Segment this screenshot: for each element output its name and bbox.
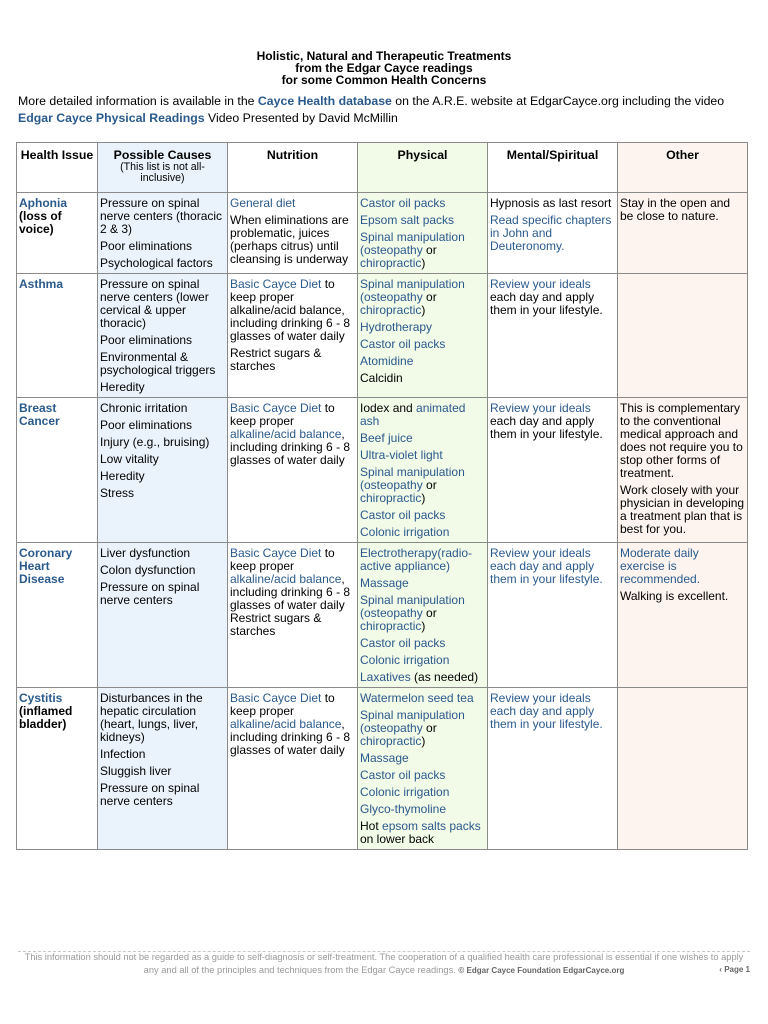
treatment-link[interactable]: osteopathy — [364, 721, 423, 735]
header-health-issue: Health Issue — [17, 143, 98, 193]
treatment-link[interactable]: Colonic irrigation — [360, 785, 450, 799]
health-issue-subtitle: (loss of voice) — [19, 209, 62, 236]
list-item — [360, 654, 485, 667]
intro-text: Video Presented by David McMillin — [204, 111, 398, 125]
list-item — [360, 338, 485, 351]
treatment-text: Calcidin — [360, 371, 403, 385]
treatment-link[interactable]: Review your ideals each day and apply them in your lifestyle. — [490, 691, 603, 731]
list-item — [100, 782, 225, 808]
cell-possible-causes — [98, 193, 228, 274]
list-item — [360, 671, 485, 684]
health-issue-subtitle: (inflamed bladder) — [19, 704, 73, 731]
cell-other — [618, 274, 748, 398]
title-line-2: from the Edgar Cayce readings — [295, 61, 473, 75]
treatment-link[interactable]: alkaline/acid balance — [230, 717, 342, 731]
page-number-text: Page 1 — [724, 965, 750, 974]
cell-nutrition — [228, 398, 358, 543]
treatment-text: Hypnosis as last resort — [490, 196, 612, 210]
treatment-text: or — [422, 243, 437, 257]
treatment-link[interactable]: Castor oil packs — [360, 636, 446, 650]
treatment-text: Injury (e.g., bruising) — [100, 435, 210, 449]
list-item — [100, 419, 225, 432]
cell-health-issue — [17, 274, 98, 398]
treatment-link[interactable]: Colonic irrigation — [360, 653, 450, 667]
list-item — [360, 509, 485, 522]
treatments-table — [16, 142, 748, 850]
treatment-text: on lower back — [360, 832, 435, 846]
treatment-text: Poor eliminations — [100, 239, 193, 253]
treatment-text: (as needed) — [410, 670, 479, 684]
list-item — [100, 278, 225, 330]
cell-physical — [358, 398, 488, 543]
treatment-link[interactable]: Spinal manipulation ( — [360, 465, 465, 492]
list-item — [620, 484, 745, 536]
list-item — [360, 355, 485, 368]
treatment-text: Environmental & psychological triggers — [100, 350, 216, 377]
cell-mental-spiritual — [488, 688, 618, 850]
cell-health-issue — [17, 543, 98, 688]
list-item — [100, 334, 225, 347]
treatment-link[interactable]: chiropractic — [360, 303, 422, 317]
treatment-link[interactable]: Review your ideals — [490, 277, 591, 291]
treatment-link[interactable]: Review your ideals each day and apply them in your lifestyle. — [490, 546, 603, 586]
list-item — [100, 581, 225, 607]
treatment-link[interactable]: chiropractic — [360, 619, 422, 633]
treatment-text: ) — [421, 303, 426, 317]
treatment-text: Psychological factors — [100, 256, 213, 270]
page-number — [719, 965, 750, 974]
treatment-text: to keep proper — [230, 546, 335, 573]
table-row — [17, 543, 748, 688]
cell-health-issue — [17, 688, 98, 850]
physical-readings-video-link[interactable]: Edgar Cayce Physical Readings — [18, 111, 205, 125]
treatment-link[interactable]: Electrotherapy(radio-active appliance) — [360, 546, 473, 573]
treatment-link[interactable]: alkaline/acid balance — [230, 572, 342, 586]
health-issue-link[interactable]: Asthma — [19, 277, 64, 291]
cell-possible-causes — [98, 274, 228, 398]
health-issue-link[interactable]: Coronary Heart Disease — [19, 546, 73, 586]
list-item — [360, 637, 485, 650]
treatment-text: Poor eliminations — [100, 333, 193, 347]
list-item — [360, 197, 485, 210]
header-possible-causes — [98, 143, 228, 193]
cell-physical — [358, 274, 488, 398]
title-line-1: Holistic, Natural and Therapeutic Treatments — [256, 49, 512, 63]
treatment-link[interactable]: General diet — [230, 196, 296, 210]
health-issue-link[interactable]: Aphonia — [19, 196, 67, 210]
treatment-text: Pressure on spinal nerve centers — [100, 781, 200, 808]
list-item — [100, 436, 225, 449]
treatment-text: Colon dysfunction — [100, 563, 196, 577]
treatment-text: Stay in the open and be close to nature. — [620, 196, 731, 223]
treatment-text: This is complementary to the conventional medical approach and does not require you to stop other forms of treatment. — [620, 401, 743, 480]
list-item — [360, 786, 485, 799]
table-row — [17, 193, 748, 274]
intro-paragraph — [18, 93, 758, 127]
cell-other — [618, 193, 748, 274]
cell-mental-spiritual — [488, 274, 618, 398]
treatment-link[interactable]: epsom salts packs — [382, 819, 481, 833]
cell-other — [618, 398, 748, 543]
treatment-link[interactable]: Moderate daily exercise is recommended. — [620, 546, 701, 586]
treatment-text: to keep proper — [230, 401, 335, 428]
list-item — [100, 381, 225, 394]
treatment-link[interactable]: Massage — [360, 751, 409, 765]
list-item — [100, 765, 225, 778]
cell-possible-causes — [98, 688, 228, 850]
list-item — [620, 590, 745, 603]
treatment-text: Low vitality — [100, 452, 159, 466]
treatment-text: or — [422, 606, 437, 620]
list-item — [360, 449, 485, 462]
list-item — [490, 547, 615, 586]
treatment-link[interactable]: Beef juice — [360, 431, 413, 445]
list-item — [360, 752, 485, 765]
treatment-text: ) — [421, 734, 426, 748]
treatment-link[interactable]: osteopathy — [364, 243, 423, 257]
cell-physical — [358, 543, 488, 688]
list-item — [360, 321, 485, 334]
header-mental-spiritual: Mental/Spiritual — [488, 143, 618, 193]
header-causes-note: (This list is not all-inclusive) — [120, 161, 205, 184]
list-item — [100, 402, 225, 415]
cell-nutrition — [228, 543, 358, 688]
list-item — [490, 214, 615, 253]
list-item — [620, 547, 745, 586]
treatment-link[interactable]: osteopathy — [364, 606, 423, 620]
intro-text: on the A.R.E. website at EdgarCayce.org including the video — [391, 94, 725, 108]
list-item — [360, 231, 485, 270]
cayce-health-database-link[interactable]: Cayce Health database — [257, 94, 392, 108]
treatment-link[interactable]: Basic Cayce Diet — [230, 691, 322, 705]
treatment-link[interactable]: Castor oil packs — [360, 337, 446, 351]
treatment-text: ) — [421, 256, 426, 270]
cell-other — [618, 543, 748, 688]
treatment-text: , including drinking 6 - 8 glasses of water daily Restrict sugars & starches — [230, 572, 351, 638]
treatment-link[interactable]: Colonic irrigation — [360, 525, 450, 539]
treatment-link[interactable]: chiropractic — [360, 734, 422, 748]
treatment-text: Stress — [100, 486, 135, 500]
list-item — [360, 577, 485, 590]
health-issue-link[interactable]: Breast Cancer — [19, 401, 60, 428]
treatment-text: Sluggish liver — [100, 764, 172, 778]
list-item — [230, 197, 355, 210]
footer-brand: © Edgar Cayce Foundation EdgarCayce.org — [458, 966, 625, 975]
treatment-link[interactable]: Spinal manipulation ( — [360, 277, 465, 304]
treatment-text: Iodex and — [360, 401, 417, 415]
list-item — [490, 402, 615, 441]
health-issue-link[interactable]: Cystitis — [19, 691, 63, 705]
list-item — [230, 547, 355, 638]
list-item — [360, 278, 485, 317]
treatment-text: , including drinking 6 - 8 glasses of water daily — [230, 427, 351, 467]
treatment-text: Disturbances in the hepatic circulation (heart, lungs, liver, kidneys) — [100, 691, 203, 744]
treatment-text: ) — [421, 619, 426, 633]
treatment-text: Chronic irritation — [100, 401, 188, 415]
treatment-link[interactable]: Basic Cayce Diet — [230, 401, 322, 415]
list-item — [360, 372, 485, 385]
header-other: Other — [618, 143, 748, 193]
treatment-link[interactable]: Basic Cayce Diet — [230, 546, 322, 560]
treatment-link[interactable]: Castor oil packs — [360, 768, 446, 782]
cell-possible-causes — [98, 543, 228, 688]
treatment-link[interactable]: Hydrotherapy — [360, 320, 433, 334]
treatment-text: ) — [421, 491, 426, 505]
table-row — [17, 398, 748, 543]
list-item — [360, 820, 485, 846]
document-title — [0, 50, 768, 86]
treatment-link[interactable]: chiropractic — [360, 491, 422, 505]
list-item — [360, 692, 485, 705]
cell-other — [618, 688, 748, 850]
treatment-link[interactable]: Spinal manipulation ( — [360, 230, 465, 257]
list-item — [360, 526, 485, 539]
treatment-text: Heredity — [100, 469, 145, 483]
cell-health-issue — [17, 193, 98, 274]
list-item — [360, 709, 485, 748]
cell-physical — [358, 688, 488, 850]
list-item — [360, 466, 485, 505]
treatment-text: When eliminations are problematic, juices (perhaps citrus) until cleansing is underway — [230, 213, 349, 266]
treatment-text: Pressure on spinal nerve centers — [100, 580, 200, 607]
table-body — [17, 193, 748, 850]
cell-mental-spiritual — [488, 398, 618, 543]
treatment-link[interactable]: alkaline/acid balance — [230, 427, 342, 441]
treatment-link[interactable]: Review your ideals — [490, 401, 591, 415]
list-item — [100, 547, 225, 560]
treatment-link[interactable]: Ultra-violet light — [360, 448, 443, 462]
list-item — [620, 197, 745, 223]
treatment-link[interactable]: chiropractic — [360, 256, 422, 270]
cell-mental-spiritual — [488, 543, 618, 688]
treatment-text: each day and apply them in your lifestyle. — [490, 290, 603, 317]
list-item — [100, 470, 225, 483]
header-causes-label: Possible Causes — [113, 148, 212, 162]
list-item — [360, 803, 485, 816]
treatment-link[interactable]: Atomidine — [360, 354, 414, 368]
treatment-text: Pressure on spinal nerve centers (lower cervical & upper thoracic) — [100, 277, 209, 330]
treatment-text: Poor eliminations — [100, 418, 193, 432]
list-item — [100, 748, 225, 761]
header-nutrition: Nutrition — [228, 143, 358, 193]
cell-nutrition — [228, 193, 358, 274]
cell-nutrition — [228, 688, 358, 850]
list-item — [100, 240, 225, 253]
treatment-link[interactable]: Watermelon seed tea — [360, 691, 474, 705]
list-item — [360, 214, 485, 227]
treatment-link[interactable]: Read specific chapters in John and Deuteronomy. — [490, 213, 612, 253]
list-item — [230, 347, 355, 373]
treatment-text: Work closely with your physician in developing a treatment plan that is best for you. — [620, 483, 745, 536]
page-arrow-icon: ‹ — [719, 965, 722, 974]
treatment-text: each day and apply them in your lifestyle. — [490, 414, 603, 441]
header-physical: Physical — [358, 143, 488, 193]
cell-mental-spiritual — [488, 193, 618, 274]
treatment-link[interactable]: osteopathy — [364, 478, 423, 492]
footer-disclaimer — [18, 951, 750, 977]
table-row — [17, 688, 748, 850]
list-item — [100, 564, 225, 577]
treatment-link[interactable]: Spinal manipulation ( — [360, 708, 465, 735]
intro-text: More detailed information is available in the — [18, 94, 258, 108]
treatment-text: Hot — [360, 819, 383, 833]
treatment-text: to keep proper alkaline/acid balance, including drinking 6 - 8 glasses of water daily — [230, 277, 351, 343]
treatment-text: Pressure on spinal nerve centers (thoracic 2 & 3) — [100, 196, 223, 236]
title-line-3: for some Common Health Concerns — [281, 73, 487, 87]
treatment-text: or — [422, 290, 437, 304]
cell-nutrition — [228, 274, 358, 398]
list-item — [490, 197, 615, 210]
treatment-link[interactable]: Epsom salt packs — [360, 213, 455, 227]
list-item — [100, 453, 225, 466]
treatment-link[interactable]: Laxatives — [360, 670, 411, 684]
cell-possible-causes — [98, 398, 228, 543]
list-item — [100, 487, 225, 500]
treatment-text: to keep proper — [230, 691, 335, 718]
disclaimer-text: This information should not be regarded as a guide to self-diagnosis or self-treatment. The cooperation of a qualified health care professional is essential if one wishes to apply any and all of the principles and techniques from the Edgar Cayce readings. — [24, 952, 744, 975]
list-item — [230, 402, 355, 467]
list-item — [100, 197, 225, 236]
treatment-text: Restrict sugars & starches — [230, 346, 322, 373]
cell-physical — [358, 193, 488, 274]
treatment-link[interactable]: Spinal manipulation ( — [360, 593, 465, 620]
list-item — [360, 547, 485, 573]
treatment-link[interactable]: Massage — [360, 576, 409, 590]
treatment-text: , including drinking 6 - 8 glasses of water daily — [230, 717, 351, 757]
treatment-text: Infection — [100, 747, 146, 761]
treatment-text: Liver dysfunction — [100, 546, 191, 560]
list-item — [100, 351, 225, 377]
treatment-link[interactable]: Castor oil packs — [360, 508, 446, 522]
list-item — [490, 278, 615, 317]
treatment-link[interactable]: Castor oil packs — [360, 196, 446, 210]
list-item — [360, 594, 485, 633]
cell-health-issue — [17, 398, 98, 543]
treatment-link[interactable]: osteopathy — [364, 290, 423, 304]
list-item — [360, 432, 485, 445]
treatment-text: Walking is excellent. — [620, 589, 729, 603]
treatment-text: or — [422, 478, 437, 492]
treatment-link[interactable]: animated ash — [360, 401, 466, 428]
list-item — [360, 402, 485, 428]
list-item — [230, 214, 355, 266]
list-item — [100, 692, 225, 744]
list-item — [100, 257, 225, 270]
treatment-text: or — [422, 721, 437, 735]
list-item — [230, 692, 355, 757]
treatment-text: Heredity — [100, 380, 145, 394]
treatment-link[interactable]: Basic Cayce Diet — [230, 277, 322, 291]
list-item — [360, 769, 485, 782]
table-header-row — [17, 143, 748, 193]
list-item — [620, 402, 745, 480]
treatment-link[interactable]: Glyco-thymoline — [360, 802, 447, 816]
list-item — [230, 278, 355, 343]
list-item — [490, 692, 615, 731]
table-row — [17, 274, 748, 398]
